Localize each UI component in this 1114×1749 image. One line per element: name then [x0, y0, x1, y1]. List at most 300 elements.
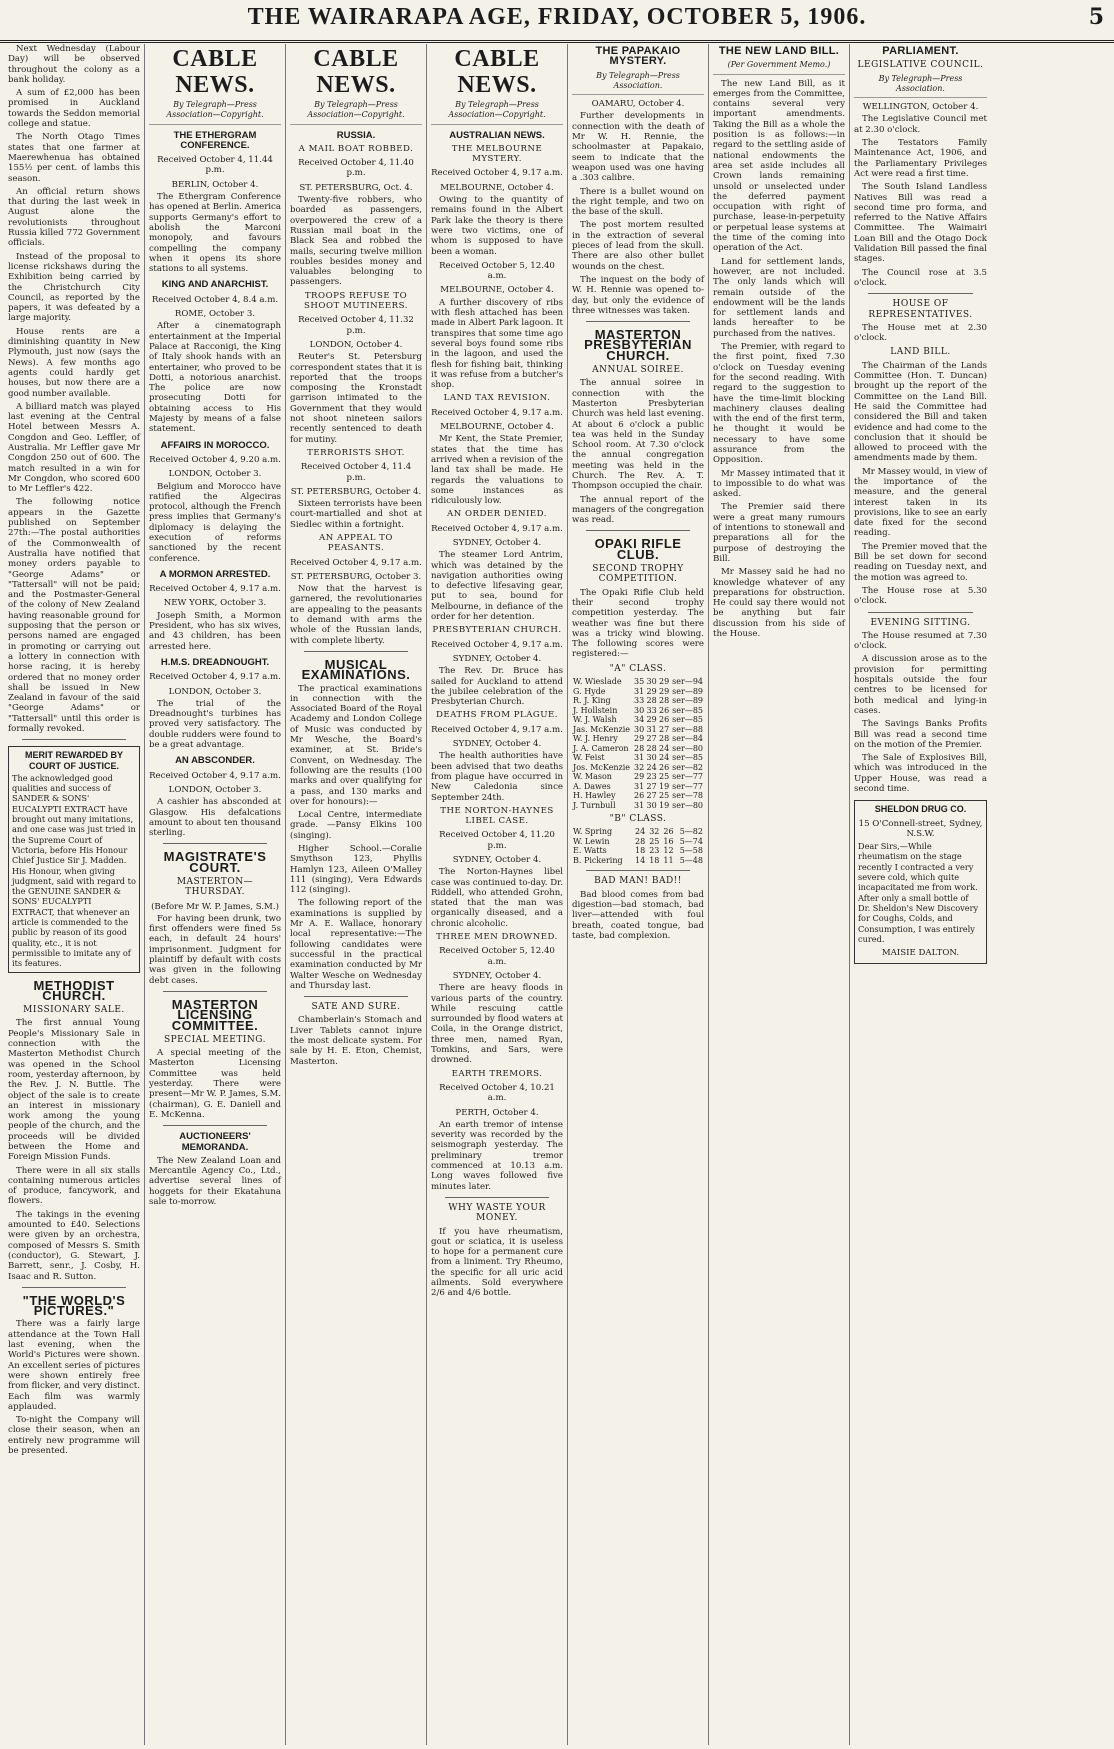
russia-heading: RUSSIA. — [336, 129, 376, 141]
score-cell: 32 — [634, 762, 645, 772]
story-place: SYDNEY, October 4. — [452, 653, 542, 664]
story-received: Received October 4, 11.32 p.m. — [298, 315, 414, 336]
score-cell: 23 — [649, 846, 660, 856]
story-text: Sixteen terrorists have been court-martialled and shot at Siedlec within a fortnight. — [290, 499, 422, 530]
column-6 — [709, 44, 850, 1745]
score-cell: 19 — [659, 800, 670, 810]
score-cell: ser—77 — [672, 781, 703, 791]
score-cell: 5—58 — [679, 846, 703, 856]
score-cell: 23 — [646, 772, 657, 782]
score-cell: 29 — [646, 715, 657, 725]
byline: By Telegraph—Press Association—Copyright. — [290, 100, 422, 125]
story-received: Received October 4, 9.17 a.m. — [149, 584, 281, 595]
sheldon-advert — [854, 800, 987, 964]
house-text: The House met at 2.30 o'clock. — [854, 322, 987, 344]
council-paragraph: The Council rose at 3.5 o'clock. — [854, 267, 987, 288]
cable-news-banner: CABLE NEWS. — [454, 46, 540, 98]
methodist-heading: METHODIST CHURCH. — [33, 977, 115, 1003]
class-a-scores — [572, 677, 704, 810]
evening-paragraph: The House resumed at 7.30 o'clock. — [854, 630, 987, 652]
story-received: Received October 4, 11.4 p.m. — [300, 462, 412, 483]
story-heading: EARTH TREMORS. — [451, 1068, 543, 1079]
story-heading: PRESBYTERIAN CHURCH. — [432, 625, 562, 636]
masthead — [0, 0, 1114, 43]
presbyterian-heading: MASTERTON PRESBYTERIAN CHURCH. — [584, 327, 692, 363]
score-cell: 31 — [634, 781, 645, 791]
score-cell: ser—89 — [672, 696, 703, 706]
story-place: LONDON, October 3. — [168, 686, 262, 697]
score-cell: 27 — [646, 791, 657, 801]
divider — [22, 1287, 126, 1288]
score-cell: 33 — [634, 696, 645, 706]
court-bench: (Before Mr W. P. James, S.M.) — [151, 901, 279, 912]
score-cell: 24 — [659, 753, 670, 763]
score-cell: 28 — [659, 734, 670, 744]
page-number: 5 — [1088, 4, 1104, 30]
score-cell: 29 — [634, 772, 645, 782]
music-heading: MUSICAL EXAMINATIONS. — [301, 656, 411, 683]
evening-paragraph: The Savings Banks Profits Bill was read a second time on the motion of the Premier. — [854, 719, 987, 750]
score-cell: 25 — [649, 836, 660, 846]
story-text: The health authorities have been advised that two deaths from plague have occurred in New Caledonia since September 24th. — [431, 751, 563, 803]
story-heading: AFFAIRS IN MOROCCO. — [160, 439, 270, 451]
score-row — [572, 772, 704, 782]
shooter-name: W. Mason — [573, 772, 612, 782]
score-row — [572, 763, 704, 773]
column-4 — [427, 44, 568, 1745]
shooter-name: W. J. Walsh — [573, 715, 617, 725]
divider — [163, 991, 267, 992]
story-place: OAMARU, October 4. — [591, 99, 685, 110]
score-row — [572, 837, 704, 847]
parliament-heading: PARLIAMENT. — [882, 45, 959, 57]
pictures-heading: "THE WORLD'S PICTURES." — [22, 1292, 126, 1319]
note-paragraph: Next Wednesday (Labour Day) will be observed throughout the colony as a bank holiday. — [8, 44, 140, 85]
rifle-club-heading: OPAKI RIFLE CLUB. — [594, 536, 682, 562]
story-received: Received October 4, 9.17 a.m. — [149, 770, 281, 781]
score-cell: 19 — [659, 781, 670, 791]
licensing-subheading: SPECIAL MEETING. — [163, 1034, 267, 1045]
score-cell: 28 — [659, 696, 670, 706]
cable-news-banner: CABLE NEWS. — [313, 46, 399, 98]
auction-text: The New Zealand Loan and Mercantile Agency Co., Ltd., advertise several lines of hoggets for their Ekatahuna sale to-morrow. — [149, 1155, 281, 1208]
score-cell: 14 — [635, 855, 646, 865]
story-heading: THREE MEN DROWNED. — [436, 932, 558, 943]
story-text: Reuter's St. Petersburg correspondent states that it is reported that the troops composing the Kronstadt garrison intimated to the Government that they would not shoot nineteen sailors recently sentenced to death for mutiny. — [290, 352, 422, 445]
score-cell: ser—85 — [672, 753, 703, 763]
story-text: Further developments in connection with the death of Mr W. H. Rennie, the schoolmaster at Papakaio, seem to indicate that the weapon used was one having a .303 calibre. — [572, 111, 704, 184]
score-cell: 26 — [634, 791, 645, 801]
story-place: NEW YORK, October 3. — [163, 598, 267, 609]
divider — [445, 1197, 549, 1198]
note-paragraph: The North Otago Times states that one farmer at Maerewhenua has obtained 155½ per cent. of lambs this season. — [8, 132, 140, 184]
council-paragraph: The Testators Family Maintenance Act, 1906, and the Parliamentary Privileges Act were read a first time. — [854, 138, 987, 179]
story-received: Received October 4, 9.17 a.m. — [431, 168, 563, 179]
land-bill-paragraph: Mr Massey intimated that it to impossible to do what was asked. — [713, 468, 845, 500]
story-place: ST. PETERSBURG, October 3. — [290, 571, 422, 582]
story-place: MELBOURNE, October 4. — [440, 422, 554, 433]
score-cell: 30 — [646, 677, 657, 687]
story-text: A further discovery of ribs with flesh attached has been made in Albert Park lagoon. It transpires that some time ago several boys found some ribs in the lagoon, and used the flesh for fishing bait, thinking it was refuse from a butcher's shop. — [431, 297, 563, 391]
score-cell: 31 — [646, 724, 657, 734]
byline: By Telegraph—Press Association—Copyright. — [149, 100, 281, 125]
advert-text: If you have rheumatism, gout or sciatica, it is useless to hope for a permanent cure from a liniment. Try Rheumo, the specific for all uric acid ailments. Sold everywhere 2/6 and 4/6 bottle. — [431, 1226, 563, 1299]
story-place: SYDNEY, October 4. — [452, 739, 542, 750]
eucalypti-advert — [8, 746, 140, 972]
score-cell: ser—80 — [672, 743, 703, 753]
class-a-heading: "A" CLASS. — [609, 663, 667, 674]
story-received: Received October 4, 11.40 p.m. — [298, 158, 414, 179]
score-cell: ser—77 — [672, 772, 703, 782]
story-received: Received October 4, 8.4 a.m. — [151, 294, 279, 305]
shooter-name: J. A. Cameron — [573, 743, 629, 753]
story-place: SYDNEY, October 4. — [452, 970, 542, 981]
methodist-paragraph: The first annual Young People's Missionary Sale in connection with the Masterton Methodist Church was opened in the School room, yesterday afternoon, by the Rev. J. N. Buttle. The object of the sale is to create an interest in missionary work among the young people of the church, and the proceeds will be divided between the Home and Foreign Mission Funds. — [8, 1018, 140, 1163]
score-cell: 30 — [646, 800, 657, 810]
story-heading: AN ABSCONDER. — [175, 755, 255, 767]
land-bill-paragraph: The Premier, with regard to the first point, fixed 7.30 o'clock on Tuesday evening for the second reading. With regard to the suggestion to have the time-limit blocking machinery clauses dealing with the end of the first term, he thought it would be necessary to have some assurance from the Opposition. — [713, 342, 845, 466]
story-place: PERTH, October 4. — [455, 1107, 539, 1118]
shooter-name: J. Hollstein — [573, 705, 618, 715]
score-cell: 27 — [646, 781, 657, 791]
score-cell: 30 — [634, 724, 645, 734]
score-cell: 31 — [634, 800, 645, 810]
advert-heading: SATE AND SURE. — [311, 1002, 401, 1013]
score-row — [572, 734, 704, 744]
story-text: Mr Kent, the State Premier, states that the time has arrived when a revision of the land tax shall be made. He regards the valuations to some instances as ridiculously low. — [431, 434, 563, 507]
score-cell: 27 — [646, 734, 657, 744]
story-place: MELBOURNE, October 4. — [440, 285, 554, 296]
pictures-paragraph: There was a fairly large attendance at the Town Hall last evening, when the World's Pictures were shown. An excellent series of pictures were shown entirely free from flicker, and very distinct. Each film was warmly applauded. — [8, 1319, 140, 1412]
council-paragraph: The Legislative Council met at 2.30 o'clock. — [854, 114, 987, 135]
divider — [868, 612, 973, 613]
note-paragraph: Instead of the proposal to license rickshaws during the Exhibition being carried by the Christchurch City Council, as reported by the papers, it was defeated by a large majority. — [8, 251, 140, 324]
score-row — [572, 801, 704, 811]
score-cell: ser—85 — [672, 715, 703, 725]
column-7 — [850, 44, 991, 1745]
score-row — [572, 725, 704, 735]
score-cell: ser—78 — [672, 791, 703, 801]
advert-text: Chamberlain's Stomach and Liver Tablets cannot injure the most delicate system. For sale by H. E. Eton, Chemist, Masterton. — [290, 1015, 422, 1067]
score-cell: 25 — [659, 772, 670, 782]
court-text: For having been drunk, two first offenders were fined 5s each, in default 24 hours' imprisonment. Judgment for plaintiff by default with costs was given in the following debt cases. — [149, 913, 281, 986]
shooter-name: W. Lewin — [573, 836, 610, 846]
score-cell: 29 — [659, 677, 670, 687]
story-place: ROME, October 3. — [174, 309, 256, 320]
story-heading: THE MELBOURNE MYSTERY. — [451, 143, 543, 165]
shooter-name: W. J. Henry — [573, 734, 618, 744]
shooter-name: J. Turnbull — [573, 800, 616, 810]
australian-news-heading: AUSTRALIAN NEWS. — [449, 129, 545, 141]
story-place: SYDNEY, October 4. — [452, 537, 542, 548]
story-place: LONDON, October 3. — [168, 784, 262, 795]
story-heading: KING AND ANARCHIST. — [161, 279, 269, 291]
newspaper-title: THE WAIRARAPA AGE, FRIDAY, OCTOBER 5, 1906. — [247, 4, 867, 30]
council-heading: LEGISLATIVE COUNCIL. — [857, 60, 984, 71]
shooter-name: Jas. McKenzie — [573, 724, 630, 734]
score-row — [572, 715, 704, 725]
story-place: LONDON, October 3. — [168, 469, 262, 480]
score-cell: 29 — [646, 686, 657, 696]
house-paragraph: Mr Massey would, in view of the importance of the measure, and the general interest taken in its provisions, like to see an early date fixed for the second reading. — [854, 466, 987, 539]
story-heading: THE ETHERGRAM CONFERENCE. — [173, 129, 257, 151]
story-heading: A MORMON ARRESTED. — [159, 568, 271, 580]
story-text: An earth tremor of intense severity was recorded by the seismograph yesterday. The preliminary tremor commenced at 10.13 a.m. Long waves followed five minutes later. — [431, 1119, 563, 1192]
score-cell: ser—94 — [672, 677, 703, 687]
story-place: MELBOURNE, October 4. — [440, 182, 554, 193]
score-cell: 24 — [635, 827, 646, 837]
divider — [304, 651, 408, 652]
story-text: The trial of the Dreadnought's turbines has proved very satisfactory. The double rudders were found to be a great advantage. — [149, 698, 281, 751]
byline: By Telegraph—Press Association—Copyright. — [431, 100, 563, 125]
score-cell: 12 — [663, 846, 674, 856]
story-received: Received October 4, 9.17 a.m. — [290, 557, 422, 568]
shooter-name: Jos. McKenzie — [573, 762, 631, 772]
story-text: Now that the harvest is garnered, the revolutionaries are appealing to the peasants to demand with arms the whole of the Russian lands, with complete liberty. — [290, 584, 422, 646]
story-received: Received October 4, 11.20 p.m. — [439, 830, 555, 851]
story-received: Received October 4, 9.17 a.m. — [431, 639, 563, 650]
rifle-club-text: The Opaki Rifle Club held their second trophy competition yesterday. The weather was fine but there was a tricky wind blowing. The following scores were registered:— — [572, 587, 704, 660]
story-heading: AN APPEAL TO PEASANTS. — [319, 532, 393, 554]
byline: By Telegraph—Press Association. — [572, 71, 704, 96]
score-cell: 18 — [635, 846, 646, 856]
score-cell: 31 — [634, 686, 645, 696]
music-paragraph: Higher School.—Coralie Smythson 123, Phyllis Hamlyn 123, Aileen O'Malley 111 (singing), Vera Edwards 112 (singing). — [290, 844, 422, 896]
score-cell: 32 — [649, 827, 660, 837]
music-paragraph: Local Centre, intermediate grade. —Pansy Elkins 100 (singing). — [290, 810, 422, 841]
presbyterian-paragraph: The annual report of the managers of the congregation was read. — [572, 494, 704, 526]
score-row — [572, 744, 704, 754]
score-row — [572, 687, 704, 697]
court-heading: MAGISTRATE'S COURT. — [163, 849, 267, 875]
score-row — [572, 696, 704, 706]
house-paragraph: The Premier moved that the Bill be set down for second reading on Tuesday next, and the motion was agreed to. — [854, 541, 987, 583]
score-cell: 35 — [634, 677, 645, 687]
licensing-heading: MASTERTON LICENSING COMMITTEE. — [171, 996, 259, 1033]
story-heading: DEATHS FROM PLAGUE. — [435, 710, 559, 721]
land-bill-paragraph: The Premier said there were a great many rumours of intentions to stonewall and preparations all for the purpose of destroying the Bill. — [713, 502, 845, 564]
land-bill-paragraph: Land for settlement lands, however, are not included. The only lands which will remain outside of the endowment will be the lands for settlement lands and lands hereafter to be purchased from the natives. — [713, 256, 845, 339]
shooter-name: G. Hyde — [573, 686, 606, 696]
score-cell: 26 — [663, 827, 674, 837]
shooter-name: B. Pickering — [573, 855, 623, 865]
score-cell: 29 — [634, 734, 645, 744]
story-place: SYDNEY, October 4. — [452, 855, 542, 865]
methodist-paragraph: There were in all six stalls containing numerous articles of produce, fancywork, and flowers. — [8, 1165, 140, 1207]
divider — [163, 1125, 267, 1126]
story-place: ST. PETERSBURG, Oct. 4. — [299, 182, 413, 193]
divider — [163, 843, 267, 844]
shooter-name: W. Feist — [573, 753, 605, 763]
story-text: There is a bullet wound on the right temple, and two on the base of the skull. — [572, 186, 704, 218]
score-cell: 5—74 — [679, 836, 703, 846]
advert-title: SHELDON DRUG CO. — [874, 804, 967, 815]
divider — [586, 321, 690, 322]
score-cell: 5—82 — [679, 827, 703, 837]
score-cell: ser—88 — [672, 724, 703, 734]
evening-paragraph: A discussion arose as to the provision for permitting hospitals outside the four centres to be licensed for both medical and lying-in cases. — [854, 654, 987, 716]
pictures-paragraph: To-night the Company will close their season, when an entirely new programme will be presented. — [8, 1415, 140, 1456]
shooter-name: R. J. King — [573, 696, 611, 706]
story-heading: THE NORTON-HAYNES LIBEL CASE. — [440, 805, 554, 827]
byline: By Telegraph—Press Association. — [854, 74, 987, 99]
story-heading: AN ORDER DENIED. — [446, 509, 547, 520]
score-row — [572, 846, 704, 856]
score-cell: 28 — [646, 743, 657, 753]
story-text: Owing to the quantity of remains found in the Albert Park lake the theory is there were two victims, one of whom is supposed to have been a woman. — [431, 195, 563, 257]
score-cell: 18 — [649, 855, 660, 865]
story-place: LONDON, October 4. — [309, 339, 403, 350]
methodist-subheading: MISSIONARY SALE. — [23, 1005, 125, 1016]
page-columns — [4, 44, 1110, 1745]
story-heading: LAND TAX REVISION. — [443, 393, 551, 404]
shooter-name: W. Spring — [573, 827, 613, 837]
story-place: ST. PETERSBURG, October 4. — [290, 486, 422, 497]
score-cell: 26 — [659, 705, 670, 715]
note-paragraph: A billiard match was played last evening at the Central Hotel between Messrs A. Congdon and Geo. Leffler, of Australia. Mr Leffler gave Mr Congdon 250 out of 600. The match resulted in a win for Mr Congdon, who scored 600 to Mr Leffler's 422. — [8, 401, 140, 495]
shooter-name: W. Wieslade — [573, 677, 622, 687]
music-paragraph: The following report of the examinations is supplied by Mr A. E. Wallace, honorary local representative:—The following candidates were successful in the practical examination conducted by Mr Walter Wesche on Wednesday and Thursday last. — [290, 898, 422, 991]
score-row — [572, 827, 704, 837]
story-received: Received October 5, 12.40 a.m. — [439, 260, 555, 282]
divider — [586, 530, 690, 531]
advert-title: MERIT REWARDED BY COURT OF JUSTICE. — [24, 750, 123, 771]
story-received: Received October 4, 10.21 a.m. — [439, 1082, 555, 1104]
column-5 — [568, 44, 709, 1745]
house-paragraph: The House rose at 5.30 o'clock. — [854, 585, 987, 607]
advert-text: The acknowledged good qualities and success of SANDER & SONS' EUCALYPTI EXTRACT have brought out many imitations, and one case was just tried in the Supreme Court of Victoria, before His Honour Chief Justice Sir J. Madden. His Honour, when giving judgment, said with regard to the GENUINE SANDER & SONS' EUCALYPTI EXTRACT, that whenever an article is commended to the public by reason of its good quality, etc., it is not permissible to imitate any of its features. — [12, 772, 136, 969]
local-notes — [8, 44, 140, 734]
note-paragraph: The following notice appears in the Gazette published on September 27th:—The postal authorities of the Commonwealth of Australia have notified that money orders payable to "George Adams" or "Tattersall" will not be paid; and the Postmaster-General of the colony of New Zealand having reasonable ground for supposing that the person or persons named are engaged in promoting or carrying out a lottery in connection with horse racing, it is hereby ordered that no money order shall be issued in New Zealand in favour of the said "George Adams" or "Tattersall" until this order is formally revoked. — [8, 497, 140, 734]
story-received: Received October 4, 9.17 a.m. — [431, 724, 563, 735]
house-heading: HOUSE OF REPRESENTATIVES. — [868, 299, 973, 320]
score-cell: ser—82 — [672, 762, 703, 772]
story-received: Received October 4, 9.20 a.m. — [149, 454, 281, 465]
advert-heading: BAD MAN! BAD!! — [594, 876, 682, 887]
note-paragraph: A sum of £2,000 has been promised in Auckland towards the Seddon memorial college and statue. — [8, 88, 140, 130]
score-cell: 26 — [659, 715, 670, 725]
story-text: Twenty-five robbers, who boarded as passengers, overpowered the crew of a Russian mail boat in the Black Sea and robbed the mails, securing twelve million roubles besides money and valuables belonging to passengers. — [290, 195, 422, 288]
story-text: The Norton-Haynes libel case was continued to-day. Dr. Riddell, who attended Grohn, stated that the man was organically diseased, and a chronic alcoholic. — [431, 867, 564, 929]
licensing-text: A special meeting of the Masterton Licensing Committee was held yesterday. There were present—Mr W. P. James, S.M. (chairman), G. E. Daniell and E. McKenna. — [149, 1048, 281, 1120]
advert-heading: WHY WASTE YOUR MONEY. — [448, 1202, 546, 1224]
score-cell: 34 — [634, 715, 645, 725]
score-cell: 28 — [634, 743, 645, 753]
class-b-heading: "B" CLASS. — [609, 814, 667, 825]
land-bill-heading: THE NEW LAND BILL. — [718, 45, 840, 57]
methodist-paragraph: The takings in the evening amounted to £40. Selections were given by an orchestra, composed of Messrs S. Smith (conductor), G. Stewart, J. Barrett, senr., J. Cosby, H. Isaac and R. Sutton. — [8, 1209, 140, 1282]
story-text: The Ethergram Conference has opened at Berlin. America supports Germany's effort to abolish the Marconi monopoly, and favours compelling the company when it opens its shore stations to all systems. — [149, 192, 281, 275]
land-bill-paragraph: Mr Massey said he had no knowledge whatever of any preparations for obstruction. He could say there would not be anything but fair discussion from his side of the House. — [713, 567, 845, 640]
presbyterian-paragraph: The annual soiree in connection with the Masterton Presbyterian Church was held last evening. At about 6 o'clock a public tea was held in the Sunday School room. At 7.30 o'clock the annual congregation meeting was held in the Church. The Rev. A. T. Thompson occupied the chair. — [572, 378, 704, 492]
score-row — [572, 677, 704, 687]
score-cell: 16 — [663, 836, 674, 846]
column-3 — [286, 44, 427, 1745]
score-cell: 24 — [646, 762, 657, 772]
advert-address: 15 O'Connell-street, Sydney, N.S.W. — [858, 818, 983, 839]
music-paragraph: The practical examinations in connection with the Associated Board of the Royal Academy and London College of Music was conducted by Mr Wesche, the Board's examiner, at St. Bride's Convent, on Wednesday. The following are the results (100 marks and over qualifying for a pass, and 130 marks and over for honours):— — [290, 683, 422, 807]
story-heading: H.M.S. DREADNOUGHT. — [160, 656, 270, 668]
story-text: The steamer Lord Antrim, which was detained by the navigation authorities owing to defective lifesaving gear, put to sea, bound for Melbourne, in defiance of the order for her detention. — [431, 550, 563, 623]
story-text: The post mortem resulted in the extraction of several pieces of lead from the skull. There are also other bullet wounds on the chest. — [572, 220, 704, 272]
score-row — [572, 753, 704, 763]
story-received: Received October 4, 9.17 a.m. — [431, 407, 563, 418]
evening-sitting-heading: EVENING SITTING. — [870, 617, 971, 628]
land-bill-paragraph: The new Land Bill, as it emerges from the Committee, contains several very important amendments. Taking the Bill as a whole the position is as follows:—in regard to the settling aside of national endowments the area set aside includes all Crown lands remaining unsold or unselected under the deferred payment occupation with right of purchase, lease-in-perpetuity or perpetual lease systems at the time of the coming into operation of the Act. — [713, 78, 845, 254]
score-cell: 28 — [646, 696, 657, 706]
score-cell: 30 — [646, 753, 657, 763]
score-cell: 24 — [659, 743, 670, 753]
story-text: There are heavy floods in various parts of the country. While rescuing cattle surrounded by flood waters at Coila, in the Orange district, three men, named Ryan, Tomkins, and Sars, were drowned. — [431, 983, 563, 1066]
story-heading: TERRORISTS SHOT. — [307, 447, 405, 458]
score-cell: 29 — [659, 686, 670, 696]
advert-text: Bad blood comes from bad digestion—bad stomach, bad liver—attended with foul breath, coated tongue, bad taste, bad complexion. — [572, 889, 704, 941]
score-cell: 25 — [659, 791, 670, 801]
divider — [868, 293, 973, 294]
note-paragraph: House rents are a diminishing quantity in New Plymouth, just now (says the News). A few months ago agents could hardly get houses, but now there are a good number available. — [8, 326, 140, 399]
evening-paragraph: The Sale of Explosives Bill, which was introduced in the Upper House, was read a second time. — [854, 753, 987, 794]
auction-heading: AUCTIONEERS' MEMORANDA. — [179, 1131, 251, 1153]
land-bill-subheading: LAND BILL. — [890, 347, 951, 358]
score-cell: 31 — [634, 753, 645, 763]
story-place: BERLIN, October 4. — [171, 179, 259, 190]
shooter-name: E. Watts — [573, 846, 607, 856]
story-text: A cashier has absconded at Glasgow. His defalcations amount to about ten thousand sterling. — [149, 797, 281, 839]
column-2 — [145, 44, 286, 1745]
byline: (Per Government Memo.) — [713, 60, 845, 74]
score-cell: 11 — [663, 855, 674, 865]
score-cell: ser—84 — [672, 734, 703, 744]
score-cell: 28 — [635, 836, 646, 846]
column-1 — [4, 44, 145, 1745]
story-received: Received October 5, 12.40 a.m. — [439, 946, 555, 967]
score-cell: 30 — [634, 705, 645, 715]
story-text: The inquest on the body of W. H. Rennie was opened to-day, but only the evidence of three witnesses was taken. — [572, 274, 704, 316]
divider — [304, 996, 408, 997]
score-row — [572, 706, 704, 716]
score-cell: ser—89 — [672, 686, 703, 696]
class-b-scores — [572, 827, 704, 865]
divider — [22, 739, 126, 740]
cable-news-banner: CABLE NEWS. — [172, 46, 258, 98]
shooter-name: A. Dawes — [573, 781, 611, 791]
presbyterian-subheading: ANNUAL SOIREE. — [592, 365, 684, 376]
score-cell: 26 — [659, 762, 670, 772]
advert-signature: MAISIE DALTON. — [881, 948, 960, 959]
council-paragraph: The South Island Landless Natives Bill was read a second time pro forma, and referred to the Native Affairs Committee. The Waimairi Loan Bill and the Otago Dock Validation Bill passed the final stages. — [854, 182, 987, 265]
court-subheading: MASTERTON—THURSDAY. — [176, 877, 254, 898]
story-heading: A MAIL BOAT ROBBED. — [298, 143, 414, 154]
story-text: Joseph Smith, a Mormon President, who has six wives, and 43 children, has been arrested here. — [149, 610, 281, 652]
note-paragraph: An official return shows that during the last week in August alone the revolutionists throughout Russia killed 772 Government officials. — [8, 186, 140, 249]
score-cell: 33 — [646, 705, 657, 715]
story-received: Received October 4, 9.17 a.m. — [431, 523, 563, 534]
score-cell: 5—48 — [679, 855, 703, 865]
score-row — [572, 856, 704, 866]
score-cell: ser—85 — [672, 705, 703, 715]
score-cell: 27 — [659, 724, 670, 734]
story-received: Received October 4, 9.17 a.m. — [149, 672, 281, 683]
story-received: Received October 4, 11.44 p.m. — [157, 155, 273, 176]
score-cell: ser—80 — [672, 800, 703, 810]
advert-text: Dear Sirs,—While rheumatism on the stage recently I contracted a very severe cold, which quite incapacitated me from work. After only a small bottle of Dr. Sheldon's New Discovery for Coughs, Colds, and Consumption, I was entirely cured. — [858, 841, 979, 944]
house-paragraph: The Chairman of the Lands Committee (Hon. T. Duncan) brought up the report of the Committee on the Land Bill. He said the Committee had considered the Bill and taken evidence and had come to the conclusion that it should be allowed to proceed with the amendments made by them. — [854, 360, 987, 464]
story-text: The Rev. Dr. Bruce has sailed for Auckland to attend the jubilee celebration of the Presbyterian Church. — [431, 666, 563, 708]
score-row — [572, 791, 704, 801]
story-heading: TROOPS REFUSE TO SHOOT MUTINEERS. — [304, 290, 408, 312]
rifle-club-subheading: SECOND TROPHY COMPETITION. — [592, 564, 684, 585]
papakaio-heading: THE PAPAKAIO MYSTERY. — [595, 45, 681, 68]
